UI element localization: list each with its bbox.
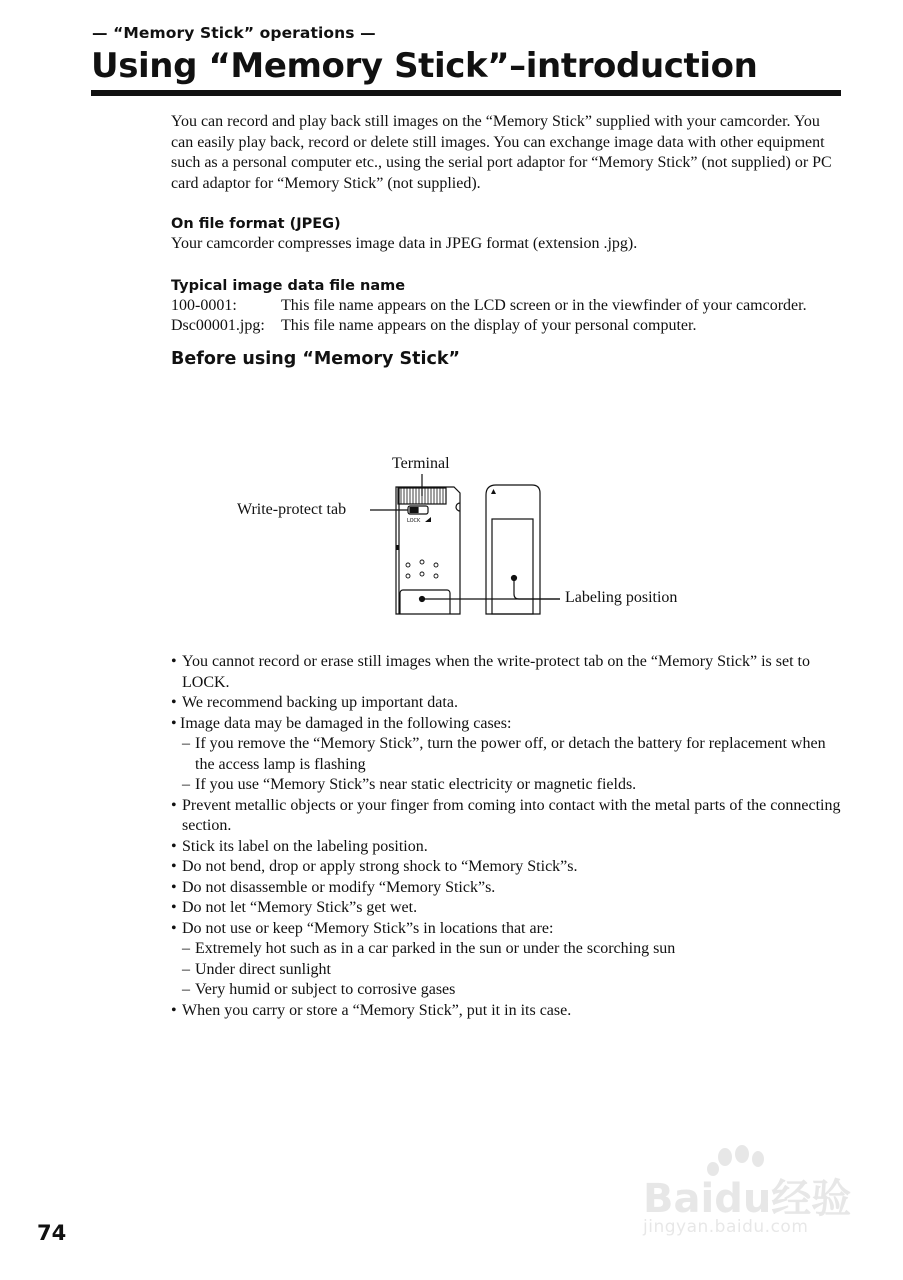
file-name-term: 100-0001: [171,296,237,314]
access-holes [406,560,438,578]
stick-back-arrow [491,489,496,494]
list-item-text: Prevent metallic objects or your finger from coming into contact with the metal parts of the connecting section. [182,796,841,834]
stick-side-mark [396,545,399,550]
title-rule [91,90,841,96]
sub-list-item: – If you remove the “Memory Stick”, turn the power off, or detach the battery for replacement when the access lamp is flashing [171,734,846,775]
list-item-text: When you carry or store a “Memory Stick”, put it in its case. [182,1001,572,1019]
caution-list [171,652,846,1021]
label-area [492,519,533,614]
list-item: • Image data may be damaged in the following cases: [171,714,846,735]
file-format-heading: On file format (JPEG) [171,216,341,232]
list-item-text: Do not bend, drop or apply strong shock to “Memory Stick”s. [182,858,578,875]
list-item: • Do not let “Memory Stick”s get wet. [171,898,846,919]
labeling-pointer [514,578,560,599]
list-item: • Do not disassemble or modify “Memory Stick”s. [171,878,846,899]
list-item: • We recommend backing up important data. [171,693,846,714]
list-item: • Do not bend, drop or apply strong shock to “Memory Stick”s. [171,857,846,878]
list-item-text: You cannot record or erase still images when the write-protect tab on the “Memory Stick” is set to LOCK. [182,653,810,691]
list-item: • Stick its label on the labeling position. [171,837,846,858]
lock-text: LOCK [407,518,421,524]
file-name-desc: This file name appears on the display of your personal computer. [281,317,697,334]
file-name-term: Dsc00001.jpg: [171,317,265,334]
section-kicker: — “Memory Stick” operations — [92,24,376,42]
sub-list-item-text: Under direct sunlight [195,960,331,978]
sub-list-item-text: Extremely hot such as in a car parked in the sun or under the scorching sun [195,940,676,957]
sub-list-item-text: Very humid or subject to corrosive gases [195,981,456,998]
main-content [171,112,843,371]
list-item-text: We recommend backing up important data. [182,694,458,711]
list-item-text: Do not let “Memory Stick”s get wet. [182,899,418,916]
front-label-slot [400,590,450,614]
sub-list-item: – Under direct sunlight [171,960,846,981]
baidu-watermark [625,1145,865,1250]
watermark-url: jingyan.baidu.com [643,1217,809,1237]
page-title: Using “Memory Stick”–introduction [91,46,758,86]
list-item: • Do not use or keep “Memory Stick”s in locations that are: [171,919,846,940]
write-protect-slider [410,508,418,513]
sub-list-item: – Very humid or subject to corrosive gases [171,980,846,1001]
write-protect-label: Write-protect tab [237,501,347,518]
memory-stick-figure [230,450,730,625]
list-item-text: Do not use or keep “Memory Stick”s in locations that are: [182,919,554,937]
sub-list-item: – Extremely hot such as in a car parked in the sun or under the scorching sun [171,939,846,960]
file-name-row [171,316,843,337]
list-item-text: Image data may be damaged in the following cases: [180,714,512,732]
page-number: 74 [37,1221,67,1245]
file-name-heading: Typical image data file name [171,277,406,294]
list-item: • You cannot record or erase still images when the write-protect tab on the “Memory Stick” is set to LOCK. [171,652,846,693]
sub-list-item-text: If you use “Memory Stick”s near static electricity or magnetic fields. [195,776,637,793]
file-name-row [171,296,843,317]
before-using-heading: Before using “Memory Stick” [171,348,461,369]
list-item: • Prevent metallic objects or your finger from coming into contact with the metal parts of the connecting section. [171,796,846,837]
file-format-text: Your camcorder compresses image data in JPEG format (extension .jpg). [171,235,638,252]
lock-triangle [425,517,431,522]
watermark-brand: Baidu经验 [643,1176,852,1222]
terminal-label: Terminal [392,455,450,472]
labeling-position-label: Labeling position [565,589,678,606]
sub-list-item-text: If you remove the “Memory Stick”, turn the power off, or detach the battery for replacement when the access lamp is flashing [195,735,826,773]
stick-back-outline [486,485,540,614]
file-name-desc: This file name appears on the LCD screen or in the viewfinder of your camcorder. [281,296,807,314]
intro-paragraph: You can record and play back still images on the “Memory Stick” supplied with your camcorder. You can easily play back, record or delete still images. You can exchange image data with other equipment such as a personal computer etc., using the serial port adaptor for “Memory Stick” (not supplied) or PC card adaptor for “Memory Stick” (not supplied). [171,113,832,192]
list-item-text: Stick its label on the labeling position. [182,837,428,855]
list-item: • When you carry or store a “Memory Stick”, put it in its case. [171,1001,846,1022]
sub-list-item: – If you use “Memory Stick”s near static electricity or magnetic fields. [171,775,846,796]
list-item-text: Do not disassemble or modify “Memory Stick”s. [182,878,496,896]
